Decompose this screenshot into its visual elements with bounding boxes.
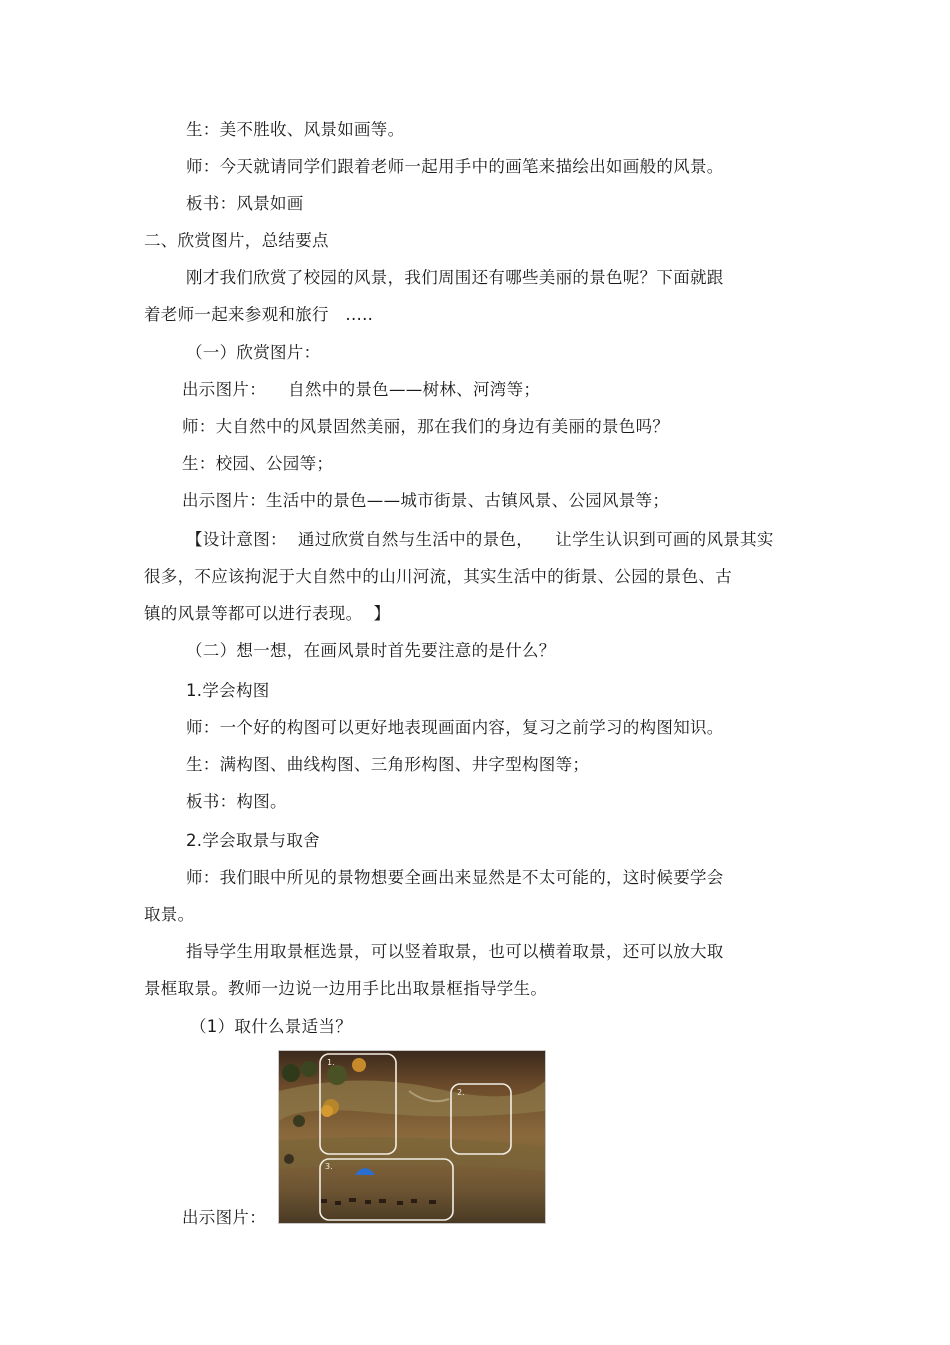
text-line: 指导学生用取景框选景，可以竖着取景，也可以横着取景，还可以放大取 [186, 942, 724, 961]
frame-label-2: 2. [457, 1088, 465, 1097]
subsection-heading: （二）想一想，在画风景时首先要注意的是什么？ [186, 641, 556, 660]
item-heading: 2.学会取景与取舍 [186, 831, 320, 850]
design-intent: 镇的风景等都可以进行表现。 】 [144, 604, 391, 623]
design-intent: 很多，不应该拘泥于大自然中的山川河流，其实生活中的街景、公园的景色、古 [144, 567, 732, 586]
text-line: 师：今天就请同学们跟着老师一起用手中的画笔来描绘出如画般的风景。 [186, 157, 724, 176]
design-intent: 【设计意图： 通过欣赏自然与生活中的景色， 让学生认识到可画的风景其实 [186, 530, 774, 549]
photo-caption: 出示图片： [182, 1208, 266, 1227]
text-line: 板书：构图。 [186, 792, 287, 811]
text-line: 师：一个好的构图可以更好地表现画面内容，复习之前学习的构图知识。 [186, 718, 724, 737]
text-line: 师：大自然中的风景固然美丽，那在我们的身边有美丽的景色吗？ [182, 417, 670, 436]
question-heading: （1）取什么景适当？ [190, 1017, 352, 1036]
text-line: 出示图片：生活中的景色——城市街景、古镇风景、公园风景等； [182, 491, 670, 510]
text-line: 景框取景。教师一边说一边用手比出取景框指导学生。 [144, 979, 548, 998]
frame-label-3: 3. [325, 1162, 333, 1171]
text-line: 生：美不胜收、风景如画等。 [186, 120, 405, 139]
item-heading: 1.学会构图 [186, 681, 270, 700]
text-line: 师：我们眼中所见的景物想要全画出来显然是不太可能的，这时候要学会 [186, 868, 724, 887]
text-line: 取景。 [144, 905, 195, 924]
text-line: 着老师一起来参观和旅行 ..... [144, 305, 374, 324]
landscape-photo [278, 1050, 546, 1224]
section-heading: 二、欣赏图片，总结要点 [144, 231, 329, 250]
text-line: 刚才我们欣赏了校园的风景，我们周围还有哪些美丽的景色呢？下面就跟 [186, 268, 724, 287]
text-line: 板书：风景如画 [186, 194, 304, 213]
frame-label-1: 1. [327, 1058, 335, 1067]
text-line: 生：校园、公园等； [182, 454, 334, 473]
text-line: 出示图片： 自然中的景色——树林、河湾等； [182, 380, 541, 399]
subsection-heading: （一）欣赏图片： [186, 343, 321, 362]
text-line: 生：满构图、曲线构图、三角形构图、井字型构图等； [186, 755, 590, 774]
